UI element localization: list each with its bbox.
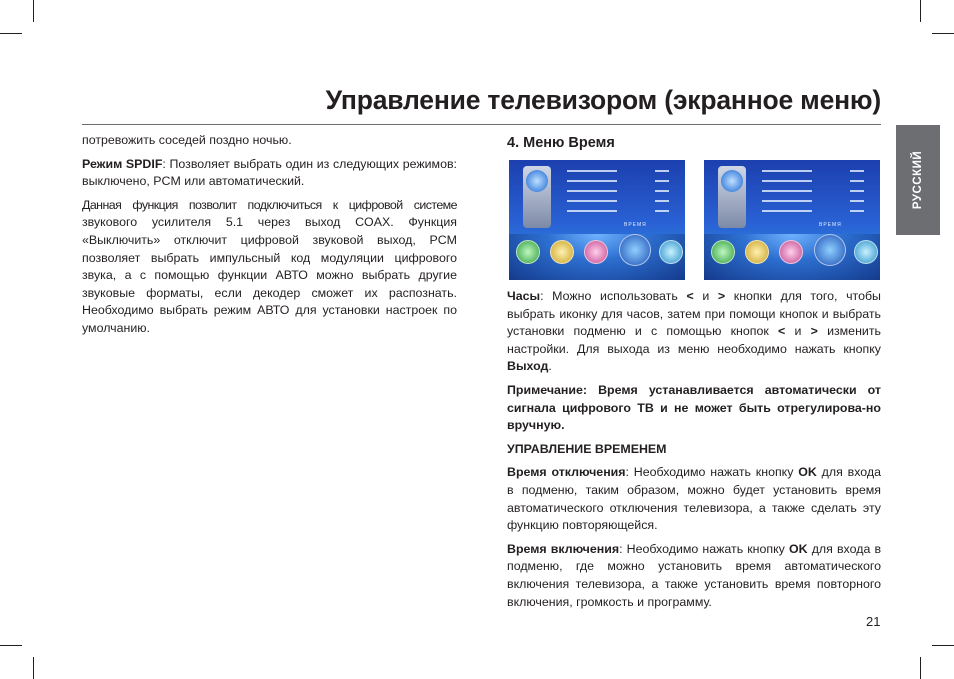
language-tab [896,125,940,235]
paragraph-spdif: Режим SPDIF: Позволяет выбрать один из следующих режимов: выключено, PCM или автоматический. [82,156,457,189]
tv-menu-screenshot-2 [704,160,880,280]
right-column [507,288,881,617]
paragraph-off-timer: Время отключения: Необходимо нажать кнопку OK для входа в подменю, таким образом, можно будет установить время автоматического отключения телевизора, а также сделать эту функцию повторяющейся. [507,465,881,533]
paragraph-on-timer: Время включения: Необходимо нажать кнопку OK для входа в подменю, где можно установить время автоматического включения телевизора, а также установить время повторного включения, громкость и программу. [507,541,882,609]
section-heading: 4. Меню Время [507,135,615,151]
clock-icon [718,166,746,228]
media-icon [854,240,878,264]
page-number: 21 [866,614,881,629]
picture-icon [516,240,540,264]
crop-mark [920,657,921,679]
term-on-timer: Время включения [507,541,620,556]
crop-mark [0,33,22,34]
paragraph-clock: Часы: Можно использовать < и > кнопки для того, чтобы выбрать иконку для часов, затем при помощи кнопок и выбрать установки подменю и с помощью кнопок < и > изменить настройки. Для выхода из меню необходимо нажать кнопку Выход. [507,289,881,374]
note: Примечание: Время устанавливается автоматически от сигнала цифрового ТВ и не может быть отрегулирова-но вручную. [507,382,881,433]
sound-icon [745,240,769,264]
menu-caption: ВРЕМЯ [624,222,647,228]
crop-mark [932,33,954,34]
crop-mark [0,645,22,646]
tv-menu-screenshot-1 [509,160,685,280]
term-clock: Часы [507,289,541,303]
media-icon [659,240,683,264]
term-off-timer: Время отключения [507,465,626,480]
time-icon [814,234,846,266]
paragraph-continuation: потревожить соседей поздно ночью. [82,133,292,147]
sound-icon [550,240,574,264]
channel-icon [584,240,608,264]
term-spdif: Режим SPDIF [82,156,163,171]
picture-icon [711,240,735,264]
subheading: УПРАВЛЕНИЕ ВРЕМЕНЕМ [507,441,667,456]
language-tab-label: РУССКИЙ [912,150,924,210]
title-divider [82,124,881,125]
exit-button-label: Выход [507,359,549,374]
channel-icon [779,240,803,264]
crop-mark [33,657,34,679]
paragraph-digital-output: Данная функция позволит подключиться к цифровой системе звукового усилителя 5.1 через выход COAX. Функция «Выключить» отключит цифровой звуковой выход, PCM позволяет выбрать импульсный код модуляции цифрового звука, а с помощью функции АВТО можно выбрать другие звуковые форматы, если декодер сможет их распознать. Необходимо выбрать режим АВТО для установки настроек по умолчанию. [82,197,457,335]
crop-mark [920,0,921,22]
clock-icon [523,166,551,228]
time-icon [619,234,651,266]
page-title: Управление телевизором (экранное меню) [325,85,881,115]
crop-mark [33,0,34,22]
left-column [82,132,457,344]
menu-caption: ВРЕМЯ [819,222,842,228]
crop-mark [932,645,954,646]
